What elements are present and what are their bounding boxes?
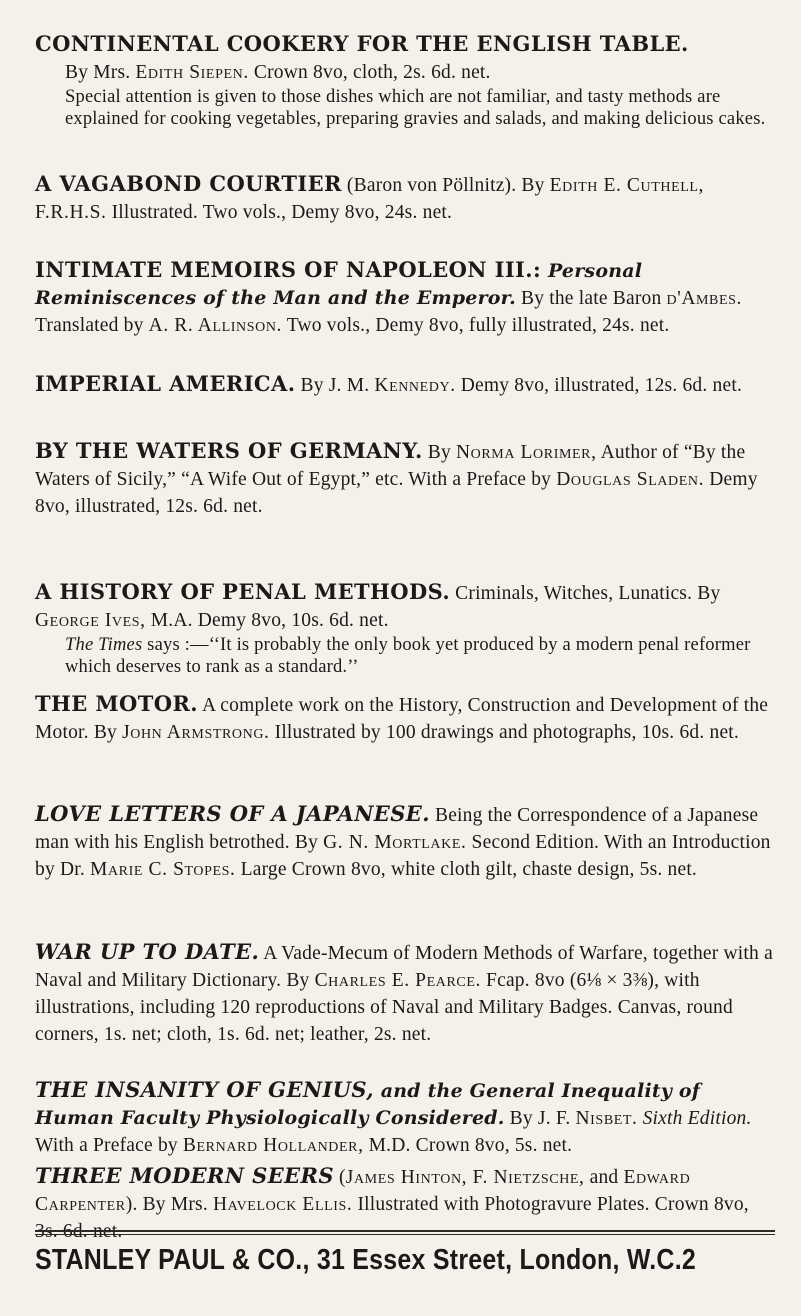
author-name: John Armstrong. <box>122 722 270 743</box>
preface-author: Douglas Sladen. <box>556 469 705 490</box>
book-entry-the-motor <box>35 690 775 746</box>
book-details: Crown 8vo, cloth, 2s. 6d. net. <box>248 62 491 83</box>
author-name: Edith E. Cuthell, F.R.H.S. <box>35 175 705 223</box>
book-title: IMPERIAL AMERICA. <box>35 371 296 396</box>
preface-author: Bernard Hollander, <box>182 1135 364 1156</box>
book-entry-love-letters <box>35 800 775 883</box>
author-name: Charles E. Pearce. <box>314 970 481 991</box>
book-details: Illustrated by 100 drawings and photographs, 10s. 6d. net. <box>269 722 739 743</box>
book-details-2: Large Crown 8vo, white cloth gilt, chaste design, 5s. net. <box>235 859 698 880</box>
book-subtitle: Personal Reminiscences of the Man and the Emperor. <box>35 260 643 309</box>
book-details-2: Demy 8vo, illustrated, 12s. 6d. net. <box>35 469 758 517</box>
book-title: INTIMATE MEMOIRS OF NAPOLEON III.: <box>35 257 542 282</box>
book-title: CONTINENTAL COOKERY FOR THE ENGLISH TABLE. <box>35 31 689 56</box>
book-details: Demy 8vo, illustrated, 12s. 6d. net. <box>455 375 743 396</box>
translator-name: A. R. Allinson. <box>148 315 283 336</box>
book-entry-vagabond-courtier <box>35 170 775 226</box>
book-details: With a Preface by <box>35 1135 183 1156</box>
book-details: Illustrated with Photogravure Plates. Crown 8vo, 3s. 6d. net. <box>35 1194 749 1242</box>
book-details: Two vols., Demy 8vo, fully illustrated, 24s. net. <box>282 315 670 336</box>
author-prefix: By the late Baron <box>515 288 667 309</box>
book-details: Fcap. 8vo (6⅛ × 3⅜), with illustrations, including 120 reproductions of Naval and Military Badges. Canvas, round corners, 1s. net; cloth, 1s. 6d. net; leather, 2s. net. <box>35 970 733 1045</box>
author-prefix: ). By Mrs. <box>125 1194 213 1215</box>
book-subtitle: A complete work on the History, Construction and Development of the Motor. By <box>35 695 769 743</box>
book-details: Author of “By the Waters of Sicily,” “A Wife Out of Egypt,” etc. With a Preface by <box>35 442 746 490</box>
book-subtitle: A Vade-Mecum of Modern Methods of Warfare, together with a Naval and Military Dictionary. By <box>35 943 773 991</box>
author-name: Havelock Ellis. <box>213 1194 353 1215</box>
author-name: Nisbet. <box>575 1108 638 1129</box>
book-title: THE INSANITY OF GENIUS, <box>35 1077 374 1102</box>
book-title: A VAGABOND COURTIER <box>35 171 342 196</box>
book-subtitle: Being the Correspondence of a Japanese man with his English betrothed. By <box>35 805 759 853</box>
edition-note: Sixth Edition. <box>637 1108 752 1129</box>
author-name: d'Ambes. <box>666 288 743 309</box>
author-prefix: By Mrs. <box>65 62 136 83</box>
book-entry-war-up-to-date <box>35 938 775 1048</box>
author-name: G. N. Mortlake. <box>323 832 467 853</box>
book-entry-penal-methods <box>35 578 775 678</box>
book-entry-continental-cookery <box>35 30 775 130</box>
book-subtitle: Criminals, Witches, Lunatics. By <box>450 583 721 604</box>
book-entry-imperial-america <box>35 370 775 399</box>
review-quote: says :—‘‘It is probably the only book yet produced by a modern penal reformer which deserves to rank as a standard.’’ <box>65 635 751 677</box>
book-details-2: M.D. Crown 8vo, 5s. net. <box>363 1135 573 1156</box>
book-entry-napoleon-memoirs <box>35 256 775 339</box>
seer-names: James Hinton, F. Nietzsche, <box>345 1167 585 1188</box>
book-title: LOVE LETTERS OF A JAPANESE. <box>35 801 430 826</box>
author-name: George Ives, <box>35 610 146 631</box>
book-subtitle: (Baron von Pöllnitz). By <box>341 175 550 196</box>
book-title: A HISTORY OF PENAL METHODS. <box>35 579 451 604</box>
publisher-imprint: STANLEY PAUL & CO., 31 Essex Street, London, W.C.2 <box>35 1244 697 1276</box>
book-title: THE MOTOR. <box>35 691 199 716</box>
book-title: BY THE WATERS OF GERMANY. <box>35 438 423 463</box>
book-note: Special attention is given to those dishes which are not familiar, and tasty methods are explained for cooking vegetables, preparing gravies and salads, and making delicious cakes. <box>65 87 766 129</box>
divider-rule <box>35 1230 775 1235</box>
seer-name-3: Edward Carpenter <box>35 1167 691 1215</box>
conjunction: and <box>584 1167 624 1188</box>
book-title-continued: and the General Inequality of Human Faculty Physiologically Considered. <box>35 1080 701 1129</box>
introduction-author: Marie C. Stopes. <box>90 859 236 880</box>
book-details: Second Edition. With an Introduction by Dr. <box>35 832 771 880</box>
author-name: Norma Lorimer, <box>455 442 597 463</box>
book-details: M.A. Demy 8vo, 10s. 6d. net. <box>145 610 389 631</box>
author-name: Kennedy. <box>374 375 456 396</box>
book-title: WAR UP TO DATE. <box>35 939 260 964</box>
author-prefix: By J. F. <box>504 1108 576 1129</box>
paren-open: ( <box>333 1167 346 1188</box>
book-entry-waters-of-germany <box>35 437 775 520</box>
translator-prefix: Translated by <box>35 315 149 336</box>
book-details: Illustrated. Two vols., Demy 8vo, 24s. net. <box>106 202 453 223</box>
quote-source: The Times <box>65 635 143 655</box>
author-prefix: By J. M. <box>295 375 375 396</box>
author-name: Edith Siepen. <box>135 62 249 83</box>
book-title: THREE MODERN SEERS <box>35 1163 334 1188</box>
author-prefix: By <box>422 442 456 463</box>
book-entry-insanity-of-genius <box>35 1076 775 1159</box>
